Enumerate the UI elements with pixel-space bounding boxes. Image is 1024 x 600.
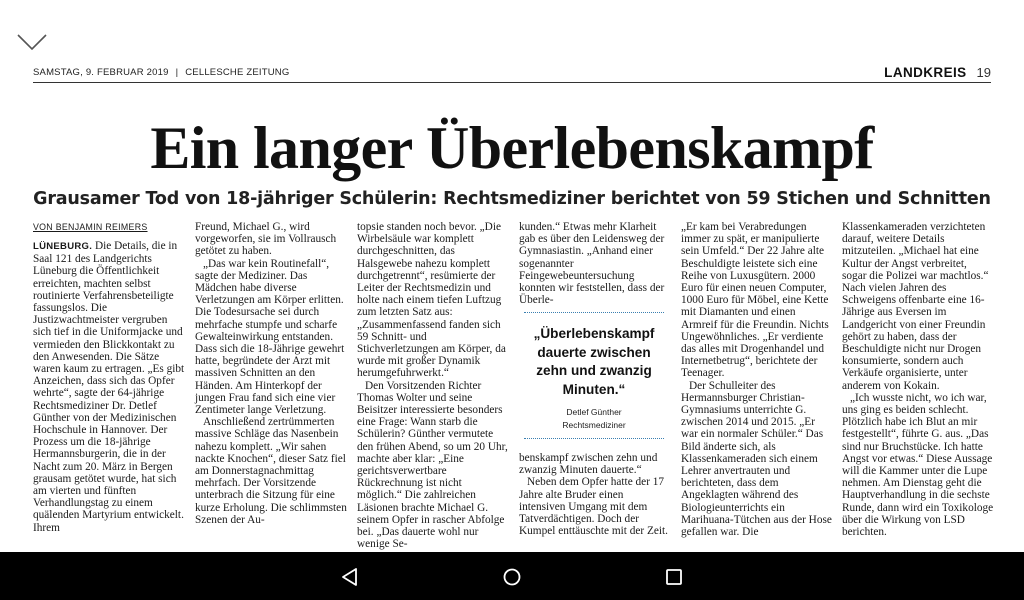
- article-paragraph: Neben dem Opfer hatte der 17 Jahre alte Bruder einen intensiven Umgang mit dem Tatverdächtigen. Doch der Kumpel enttäuschte mit der Zeit.: [519, 476, 669, 538]
- page-number: 19: [976, 65, 991, 80]
- pull-quote-author: Detlef Günther: [566, 407, 622, 417]
- article-column-3: [357, 221, 509, 551]
- article-headline: Ein langer Überlebenskampf: [150, 115, 874, 181]
- article-column-4-top: [519, 221, 669, 307]
- article-paragraph: Anschließend zertrümmerten massive Schläge das Nasenbein nahezu komplett. „Wir sahen nackte Knochen“, dieser Satz fiel am Donnerstagnachmittag mehrfach. Der Vorsitzende unterbrach die Sitzung für eine kurze Erholung. Die schlimmsten Szenen der Au-: [195, 416, 347, 526]
- article-column-4-bottom: [519, 452, 669, 538]
- article-paragraph: [33, 240, 185, 534]
- pull-quote-text: „Überlebenskampf dauerte zwischen zehn und zwanzig Minuten.“: [533, 326, 655, 397]
- article-paragraph: benskampf zwischen zehn und zwanzig Minuten dauerte.“: [519, 452, 658, 477]
- back-triangle-icon[interactable]: [337, 564, 363, 590]
- article-paragraph: kunden.“ Etwas mehr Klarheit gab es über den Leidensweg der Gymnasiastin. „Anhand einer sogenannter Feingewebeuntersuchung konnten wir feststellen, dass der Überle-: [519, 221, 665, 307]
- newspaper-name: CELLESCHE ZEITUNG: [185, 67, 290, 78]
- article-subheadline: Grausamer Tod von 18-jähriger Schülerin: Rechtsmediziner berichtet von 59 Stichen und Schnitten: [33, 189, 991, 209]
- article-paragraph: „Ich wusste nicht, wo ich war, uns ging es beiden schlecht. Plötzlich habe ich Blut an mir festgestellt“, führte G. aus. „Das sind nur Bruchstücke. Ich hatte Angst vor etwas.“ Diese Aussage will die Kammer unter die Lupe nehmen. Am Dienstag geht die Hauptverhandlung in die sechste Runde, dann wird ein Toxikologe über die Wirkung von LSD berichten.: [842, 391, 994, 539]
- pull-quote-role: Rechtsmediziner: [562, 420, 626, 430]
- recents-square-icon[interactable]: [661, 564, 687, 590]
- android-navigation-bar: [0, 552, 1024, 600]
- article-paragraph: „Er kam bei Verabredungen immer zu spät, er manipulierte sein Umfeld.“ Der 22 Jahre alte Beschuldigte leistete sich eine Reihe von Luxusgütern. 2000 Euro für einen neuen Computer, 1000 Euro für Möbel, eine Kette mit Diamanten und einen Armreif für die Freundin. Nichts Ungewöhnliches. „Er verdiente das alles mit Drogenhandel und Internetbetrug“, berichtete der Teenager.: [681, 221, 829, 380]
- article-column-5: [681, 221, 833, 538]
- chevron-down-icon[interactable]: [16, 32, 48, 52]
- article-dateline: LÜNEBURG.: [33, 241, 93, 252]
- section-name: LANDKREIS: [884, 65, 967, 80]
- issue-date: SAMSTAG, 9. FEBRUAR 2019: [33, 67, 169, 78]
- article-paragraph: Der Schulleiter des Hermannsburger Christian-Gymnasiums unterrichte G. zwischen 2014 und 2015. „Er war ein normaler Schüler.“ Das Bild änderte sich, als Klassenkameraden sich einem Lehrer anvertrauten und berichteten, dass dem Angeklagten während des Biologieunterrichts ein Marihuana-Tütchen aus der Hose gefallen war. Die: [681, 379, 832, 539]
- home-circle-icon[interactable]: [499, 564, 525, 590]
- article-column-2: [195, 221, 347, 538]
- masthead-left: [33, 67, 289, 78]
- article-paragraph: Freund, Michael G., wird vorgeworfen, sie im Vollrausch getötet zu haben.: [195, 221, 337, 258]
- article-paragraph: topsie standen noch bevor. „Die Wirbelsäule war komplett durchgeschnitten, das Halsgewebe nahezu komplett durchgetrennt“, resümierte der Leiter der Rechtsmedizin und holte nach einem tiefen Luftzug zum letzten Satz aus: „Zusammenfassend fanden sich 59 Schnitt- und Stichverletzungen am Körper, da wurde mit großer Dynamik herumgefuhrwerkt.“: [357, 221, 506, 380]
- masthead-right: [884, 64, 991, 82]
- masthead-separator: |: [175, 67, 179, 78]
- article-paragraph: „Das war kein Routinefall“, sagte der Mediziner. Das Mädchen habe diverse Verletzungen am Körper erlitten. Die Todesursache sei durch mehrfache stumpfe und scharfe Gewalteinwirkung entstanden. Dass sich die 18-Jährige gewehrt hatte, begründete der Arzt mit massiven Schnitten an den Händen. Am Hinterkopf der jungen Frau fand sich eine vier Zentimeter lange Verletzung.: [195, 257, 345, 417]
- pull-quote: [524, 312, 664, 439]
- page-masthead: [33, 64, 991, 82]
- article-byline: VON BENJAMIN REIMERS: [33, 222, 148, 232]
- article-paragraph: Klassenkameraden verzichteten darauf, weitere Details mitzuteilen. „Michael hat eine Kultur der Angst verbreitet, sogar die Polizei war machtlos.“ Nach vielen Jahren des Schweigens offenbarte eine 16-Jährige aus Eversen im Landgericht von einer Freundin gehört zu haben, dass der Beschuldigte nicht nur Drogen konsumierte, sondern auch Verkäufe organisierte, unter anderem von Kokain.: [842, 221, 989, 392]
- masthead-rule: [33, 82, 991, 83]
- article-paragraph: Den Vorsitzenden Richter Thomas Wolter und seine Beisitzer interessierte besonders eine Frage: Wann starb die Schülerin? Günther vermutete den frühen Abend, so um 20 Uhr, machte aber klar: „Eine gerichtsverwertbare Rückrechnung ist nicht möglich.“ Die zahlreichen Läsionen brachte Michael G. seinem Opfer in rascher Abfolge bei. „Das dauerte wohl nur wenige Se-: [357, 379, 508, 551]
- article-column-6: [842, 221, 994, 538]
- article-column-1: [33, 221, 185, 538]
- paragraph-text: Die Details, die in Saal 121 des Landgerichts Lüneburg die Öffentlichkeit erreichten, machten selbst routinierte Verfahrensbeteiligte fassungslos. Die Justizwachtmeister vergruben sich tief in die Uniformjacke und vermieden den Blickkontakt zu den Anwesenden. Die Sätze waren kaum zu ertragen. „Es gibt Anzeichen, dass sich das Opfer wehrte“, sagte der 64-jährige Rechtsmediziner Dr. Detlef Günther von der Medizinischen Hochschule in Hannover. Der Prozess um die 18-jährige Hermannsburgerin, die in der Nacht zum 20. März in Bergen grausam getötet wurde, hat sich am vierten und fünften Verhandlungstag zu einem quälenden Martyrium entwickelt. Ihrem: [33, 240, 185, 534]
